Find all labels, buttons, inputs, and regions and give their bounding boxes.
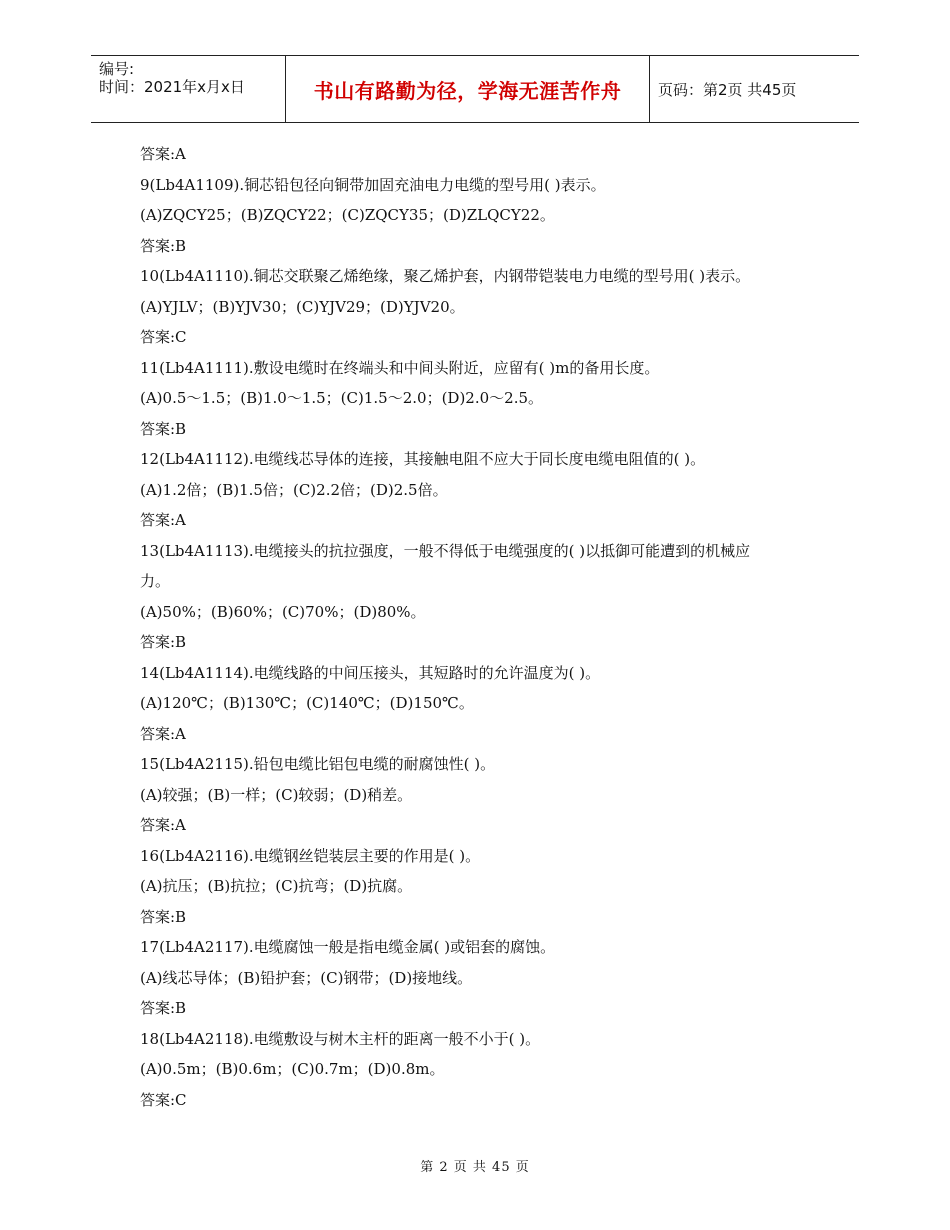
answer-line: 答案:A	[140, 511, 186, 529]
options-line: (A)120℃；(B)130℃；(C)140℃；(D)150℃。	[140, 694, 474, 712]
options-line: (A)ZQCY25；(B)ZQCY22；(C)ZQCY35；(D)ZLQCY22。	[140, 206, 555, 224]
options-line: (A)50%；(B)60%；(C)70%；(D)80%。	[140, 602, 426, 621]
question-text: 18(Lb4A2118).电缆敷设与树木主杆的距离一般不小于( )。	[140, 1029, 541, 1048]
options-line: (A)抗压；(B)抗拉；(C)抗弯；(D)抗腐。	[140, 877, 413, 895]
options-line: (A)YJLV；(B)YJV30；(C)YJV29；(D)YJV20。	[140, 297, 465, 316]
doc-time: 时间：2021年x月x日	[99, 78, 245, 96]
question-text: 12(Lb4A1112).电缆线芯导体的连接，其接触电阻不应大于同长度电缆电阻值的( )。	[140, 450, 706, 468]
options-line: (A)线芯导体；(B)铅护套；(C)钢带；(D)接地线。	[140, 968, 473, 987]
question-text: 10(Lb4A1110).铜芯交联聚乙烯绝缘，聚乙烯护套，内钢带铠装电力电缆的型号用( )表示。	[140, 267, 751, 285]
question-text: 17(Lb4A2117).电缆腐蚀一般是指电缆金属( )或铝套的腐蚀。	[140, 938, 556, 956]
answer-line: 答案:B	[140, 907, 187, 926]
answer-line: 答案:C	[140, 328, 187, 346]
question-text: 16(Lb4A2116).电缆钢丝铠装层主要的作用是( )。	[140, 846, 481, 865]
options-line: (A)较强；(B)一样；(C)较弱；(D)稍差。	[140, 785, 413, 804]
options-line: (A)0.5～1.5；(B)1.0～1.5；(C)1.5～2.0；(D)2.0～2.5。	[140, 389, 544, 407]
answer-line: 答案:A	[140, 724, 186, 743]
question-text-continued: 力。	[140, 572, 171, 590]
question-text: 9(Lb4A1109).铜芯铅包径向铜带加固充油电力电缆的型号用( )表示。	[140, 175, 606, 194]
options-line: (A)0.5m；(B)0.6m；(C)0.7m；(D)0.8m。	[140, 1060, 445, 1078]
page-header	[91, 55, 859, 123]
header-page-info: 页码：第2页 共45页	[658, 80, 797, 99]
question-list	[140, 139, 820, 1115]
options-line: (A)1.2倍；(B)1.5倍；(C)2.2倍；(D)2.5倍。	[140, 480, 448, 499]
question-text: 13(Lb4A1113).电缆接头的抗拉强度，一般不得低于电缆强度的( )以抵御可能遭到的机械应	[140, 541, 751, 560]
answer-line: 答案:B	[140, 419, 187, 438]
header-meta	[91, 56, 286, 122]
question-text: 15(Lb4A2115).铅包电缆比铝包电缆的耐腐蚀性( )。	[140, 755, 496, 773]
doc-number-label: 编号:	[99, 60, 135, 78]
answer-line: 答案:B	[140, 999, 187, 1017]
answer-line: 答案:B	[140, 236, 187, 255]
question-text: 11(Lb4A1111).敷设电缆时在终端头和中间头附近，应留有( )m的备用长度。	[140, 358, 660, 377]
answer-line: 答案:C	[140, 1090, 187, 1109]
answer-line: 答案:B	[140, 633, 187, 651]
question-text: 14(Lb4A1114).电缆线路的中间压接头，其短路时的允许温度为( )。	[140, 663, 601, 682]
text-line: 答案:A	[140, 145, 186, 163]
page-footer: 第 2 页 共 45 页	[420, 1160, 530, 1175]
answer-line: 答案:A	[140, 816, 186, 834]
header-motto: 书山有路勤为径，学海无涯苦作舟	[286, 56, 650, 122]
